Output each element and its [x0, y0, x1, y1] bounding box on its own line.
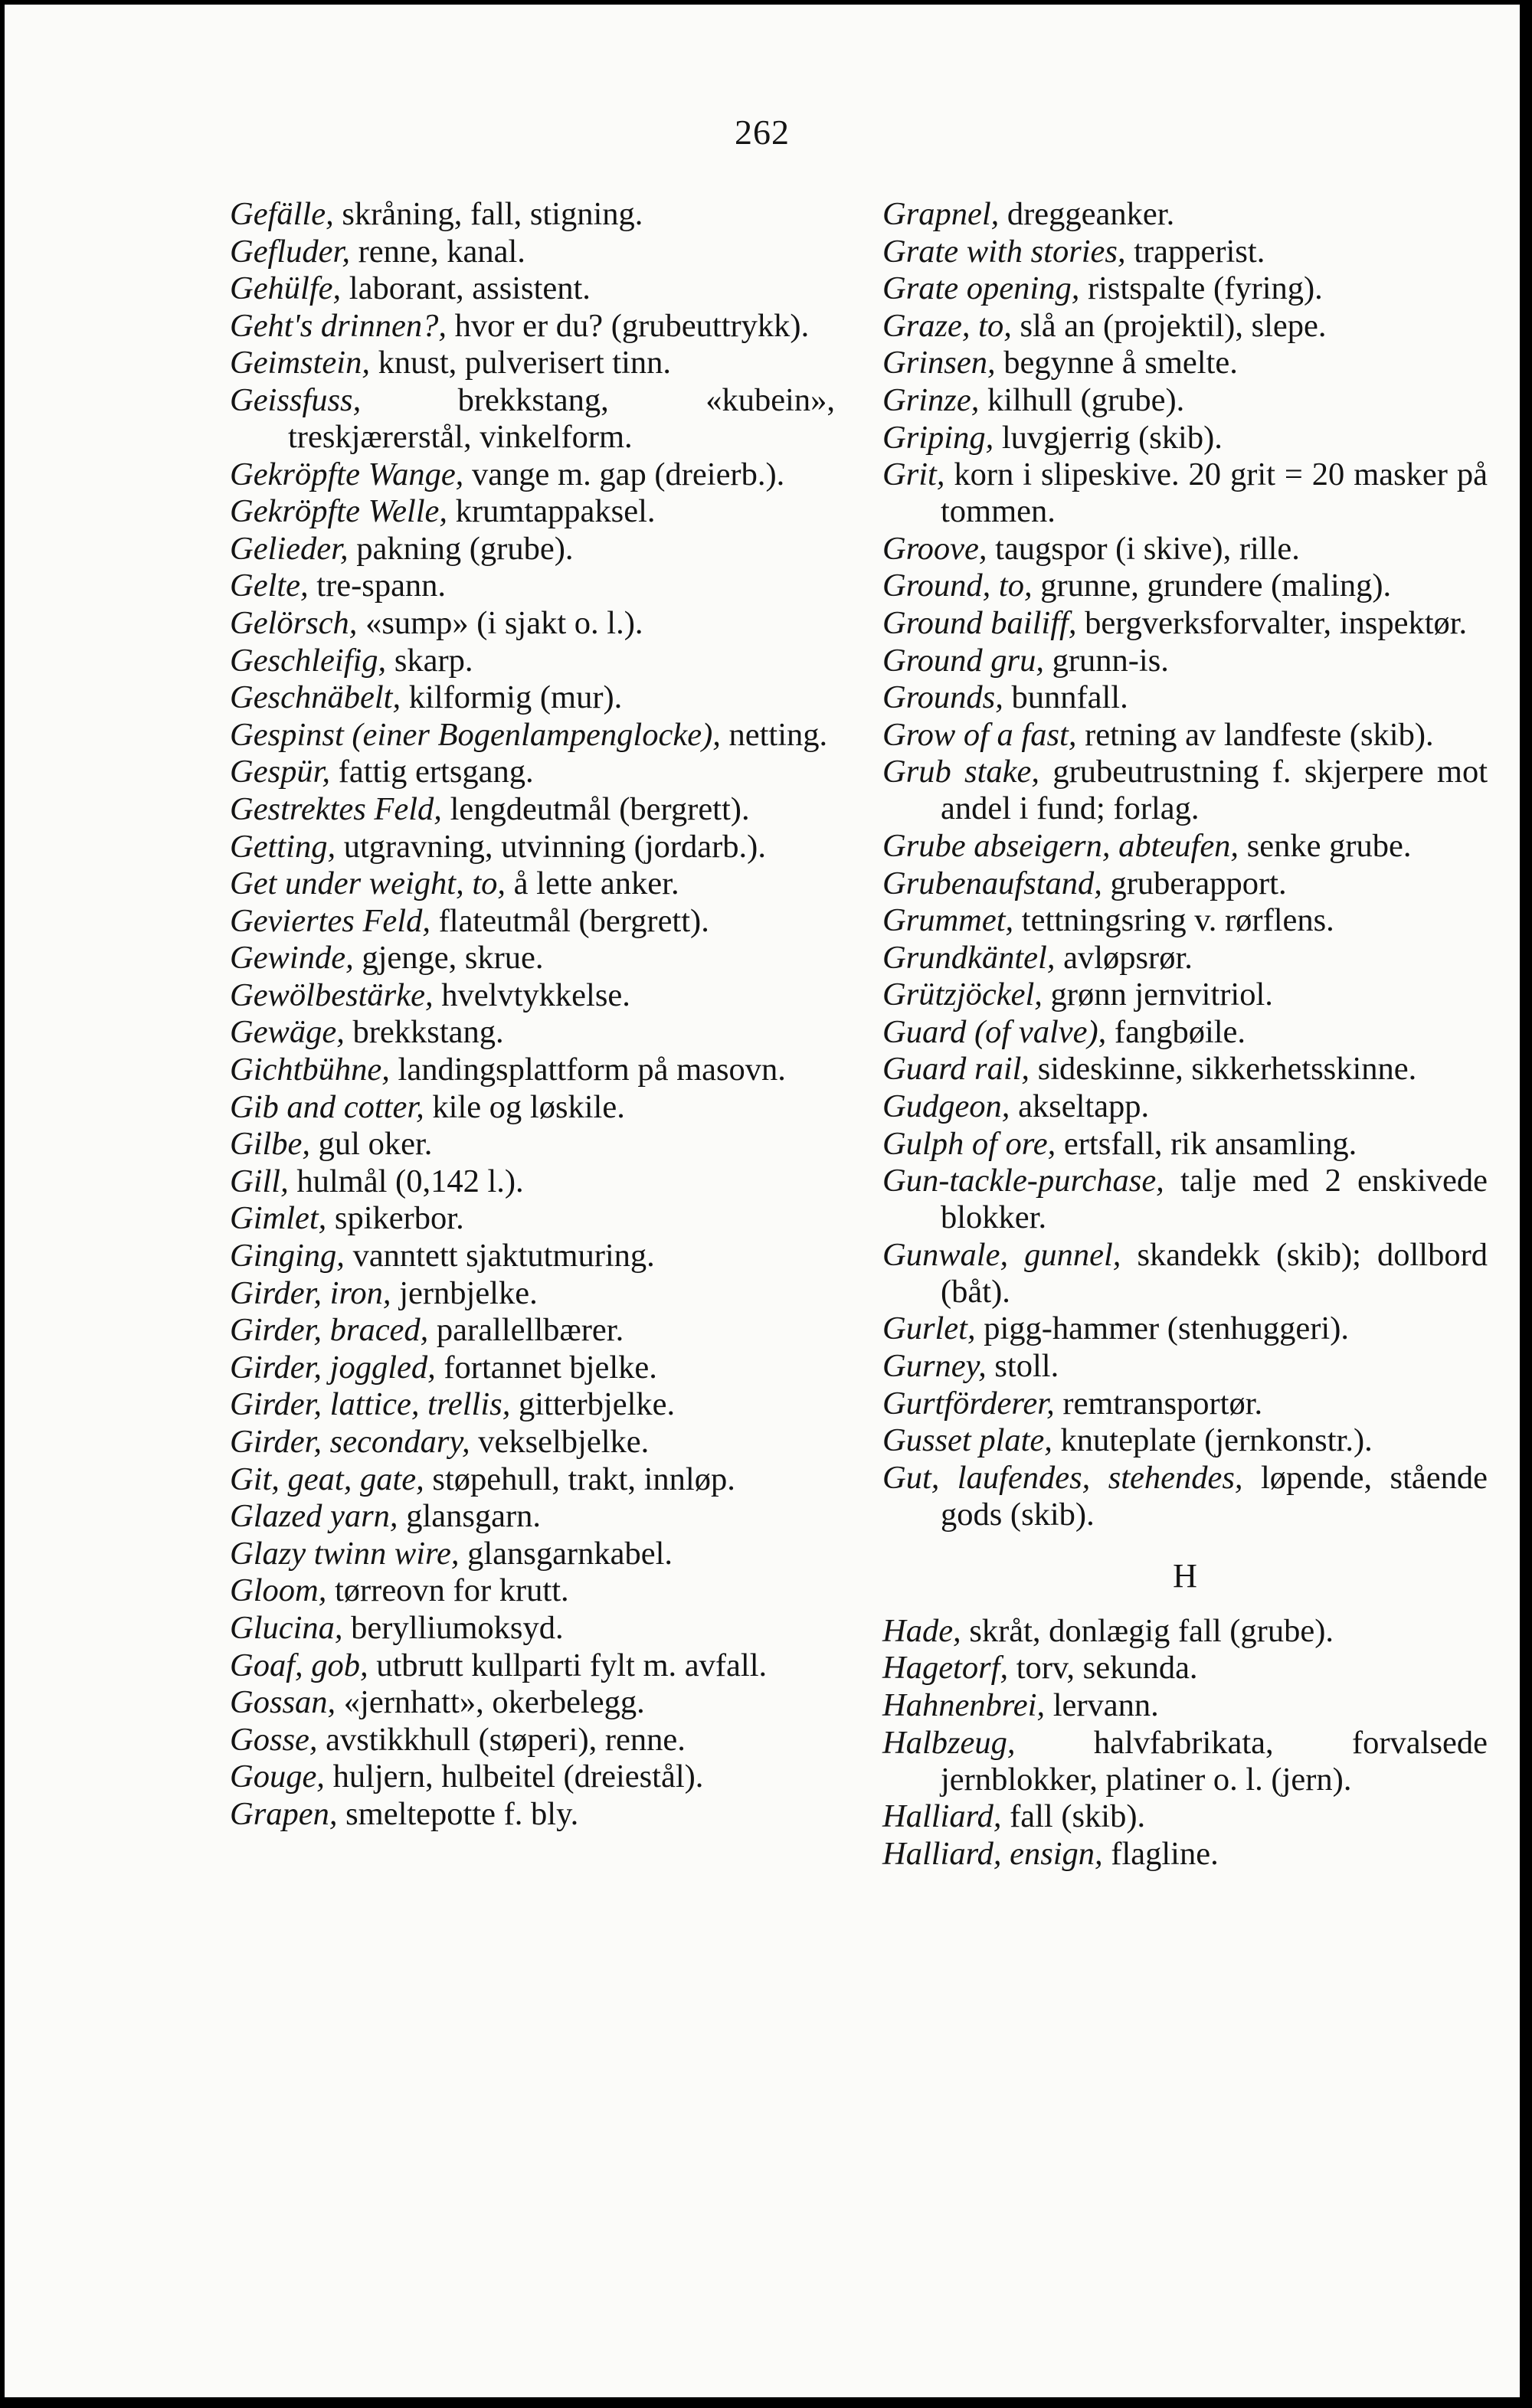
- dictionary-entry: [882, 196, 1488, 233]
- entry-definition: bergverksforvalter, inspektør.: [1085, 604, 1468, 641]
- entry-term: Gelte,: [230, 568, 309, 604]
- entry-definition: avstikkhull (støperi), renne.: [326, 1721, 686, 1758]
- entry-definition: pakning (grube).: [356, 530, 574, 567]
- entry-definition: tørreovn for krutt.: [334, 1572, 569, 1609]
- entry-definition: torv, sekunda.: [1016, 1650, 1198, 1687]
- entry-term: Gefluder,: [230, 233, 350, 270]
- dictionary-entry: [230, 270, 835, 307]
- entry-term: Gun-tackle-purchase,: [882, 1163, 1164, 1199]
- dictionary-entry: [882, 1460, 1488, 1533]
- entry-term: Gossan,: [230, 1684, 336, 1721]
- dictionary-entry: [230, 1312, 835, 1349]
- dictionary-entry: [882, 1237, 1488, 1310]
- entry-term: Glucina,: [230, 1609, 343, 1646]
- dictionary-entry: [230, 1722, 835, 1759]
- entry-definition: hulmål (0,142 l.).: [296, 1163, 524, 1199]
- entry-definition: dreggeanker.: [1007, 196, 1175, 232]
- entry-term: Gehülfe,: [230, 270, 342, 307]
- entry-definition: taugspor (i skive), rille.: [995, 530, 1300, 567]
- dictionary-entry: [230, 308, 835, 345]
- dictionary-entry: [230, 903, 835, 940]
- entry-definition: renne, kanal.: [358, 233, 525, 270]
- entry-term: Glazed yarn,: [230, 1498, 398, 1535]
- entry-term: Gewölbestärke,: [230, 977, 434, 1013]
- page-number: 262: [735, 113, 790, 152]
- dictionary-entry: [882, 1613, 1488, 1650]
- entry-term: Geschnäbelt,: [230, 679, 401, 716]
- entry-definition: utbrutt kullparti fylt m. avfall.: [376, 1647, 768, 1683]
- dictionary-entry: [230, 382, 835, 456]
- dictionary-entry: [882, 234, 1488, 270]
- entry-definition: talje med 2 enskivede blokker.: [941, 1163, 1488, 1236]
- dictionary-entry: [882, 643, 1488, 679]
- dictionary-entry: [230, 1238, 835, 1274]
- entry-term: Gefälle,: [230, 196, 334, 232]
- dictionary-entry: [230, 1014, 835, 1051]
- entry-term: Ground bailiff,: [882, 604, 1077, 641]
- dictionary-entry: [230, 940, 835, 977]
- entry-term: Goaf, gob,: [230, 1647, 368, 1683]
- entry-definition: senke grube.: [1246, 827, 1412, 864]
- dictionary-entry: [230, 456, 835, 493]
- entry-definition: sideskinne, sikkerhetsskinne.: [1037, 1051, 1417, 1088]
- entry-definition: retning av landfeste (skib).: [1085, 716, 1434, 753]
- entry-definition: vange m. gap (dreierb.).: [471, 456, 785, 492]
- entry-definition: lengdeutmål (bergrett).: [450, 790, 750, 827]
- entry-term: Hahnenbrei,: [882, 1687, 1046, 1723]
- entry-definition: utgravning, utvinning (jordarb.).: [343, 828, 766, 865]
- dictionary-entry: [230, 605, 835, 642]
- dictionary-entry: [882, 1348, 1488, 1385]
- dictionary-entry: [882, 717, 1488, 754]
- entry-definition: flagline.: [1111, 1835, 1219, 1872]
- dictionary-entry: [882, 1836, 1488, 1873]
- dictionary-entry: [882, 605, 1488, 642]
- entry-term: Gichtbühne,: [230, 1052, 390, 1088]
- dictionary-entry: [230, 829, 835, 865]
- dictionary-entry: [882, 865, 1488, 902]
- entry-term: Girder, secondary,: [230, 1424, 470, 1460]
- dictionary-entry: [882, 940, 1488, 977]
- entry-definition: akseltapp.: [1018, 1088, 1150, 1125]
- entry-definition: kilhull (grube).: [987, 381, 1185, 418]
- entry-definition: skarp.: [394, 642, 473, 679]
- dictionary-page: [5, 5, 1520, 2397]
- entry-term: Gelörsch,: [230, 604, 358, 641]
- dictionary-entry: [230, 568, 835, 604]
- entry-definition: fattig ertsgang.: [338, 754, 534, 790]
- entry-definition: brekkstang, «kubein», treskjærerstål, vinkelform.: [288, 381, 835, 455]
- entry-term: Ground, to,: [882, 568, 1033, 604]
- dictionary-entry: [230, 234, 835, 270]
- entry-term: Grit,: [882, 456, 945, 493]
- entry-term: Ground gru,: [882, 642, 1044, 679]
- entry-term: Gulph of ore,: [882, 1125, 1056, 1162]
- entry-term: Geviertes Feld,: [230, 902, 430, 939]
- entry-term: Guard (of valve),: [882, 1013, 1107, 1050]
- dictionary-entry: [230, 1089, 835, 1126]
- entry-definition: glansgarnkabel.: [467, 1535, 673, 1572]
- entry-term: Gusset plate,: [882, 1422, 1052, 1459]
- entry-definition: spikerbor.: [334, 1200, 464, 1237]
- entry-term: Hagetorf,: [882, 1650, 1009, 1687]
- entry-definition: avløpsrør.: [1063, 939, 1193, 976]
- entry-term: Groove,: [882, 530, 987, 567]
- dictionary-entry: [882, 1650, 1488, 1687]
- entry-definition: grubeutrustning f. skjerpere mot andel i fund; forlag.: [941, 754, 1488, 827]
- entry-definition: å lette anker.: [513, 865, 679, 902]
- entry-term: Gunwale, gunnel,: [882, 1236, 1121, 1273]
- entry-term: Graze, to,: [882, 307, 1012, 344]
- entry-term: Gespür,: [230, 754, 331, 790]
- left-column: [230, 196, 835, 1834]
- entry-definition: lervann.: [1052, 1687, 1159, 1723]
- entry-term: Girder, joggled,: [230, 1349, 436, 1386]
- entry-term: Grützjöckel,: [882, 977, 1043, 1013]
- entry-definition: slå an (projektil), slepe.: [1020, 307, 1327, 344]
- entry-term: Grow of a fast,: [882, 716, 1077, 753]
- entry-term: Gurlet,: [882, 1310, 976, 1347]
- entry-term: Gewinde,: [230, 940, 354, 977]
- entry-definition: huljern, hulbeitel (dreiestål).: [332, 1759, 704, 1795]
- section-letter-h: H: [1173, 1556, 1197, 1595]
- dictionary-entry: [230, 1684, 835, 1721]
- dictionary-entry: [230, 865, 835, 902]
- dictionary-entry: [882, 1051, 1488, 1088]
- entry-definition: landingsplattform på masovn.: [398, 1052, 786, 1088]
- entry-term: Grinsen,: [882, 345, 996, 381]
- entry-term: Girder, braced,: [230, 1312, 429, 1349]
- entry-definition: grunn-is.: [1052, 642, 1169, 679]
- dictionary-entry: [882, 308, 1488, 345]
- entry-definition: ertsfall, rik ansamling.: [1063, 1125, 1357, 1162]
- entry-definition: krumtappaksel.: [455, 493, 656, 530]
- entry-term: Girder, lattice, trellis,: [230, 1386, 511, 1423]
- entry-definition: kile og løskile.: [432, 1088, 625, 1125]
- dictionary-entry: [882, 345, 1488, 381]
- entry-term: Gosse,: [230, 1721, 318, 1758]
- dictionary-entry: [230, 717, 835, 754]
- entry-definition: hvelvtykkelse.: [441, 977, 630, 1013]
- dictionary-entry: [882, 456, 1488, 530]
- entry-term: Hade,: [882, 1612, 961, 1649]
- entry-definition: pigg-hammer (stenhuggeri).: [984, 1310, 1350, 1347]
- entry-definition: skandekk (skib); dollbord (båt).: [941, 1236, 1488, 1310]
- entry-term: Grate opening,: [882, 270, 1080, 307]
- dictionary-entry: [882, 1310, 1488, 1347]
- entry-term: Get under weight, to,: [230, 865, 506, 902]
- g-entries: [882, 196, 1488, 1533]
- entry-definition: ristspalte (fyring).: [1087, 270, 1323, 307]
- dictionary-entry: [882, 754, 1488, 827]
- entry-term: Git, geat, gate,: [230, 1461, 424, 1497]
- dictionary-entry: [882, 902, 1488, 939]
- dictionary-entry: [882, 679, 1488, 716]
- entry-term: Gekröpfte Welle,: [230, 493, 448, 530]
- entry-definition: brekkstang.: [352, 1014, 504, 1051]
- entry-definition: smeltepotte f. bly.: [345, 1795, 579, 1832]
- entry-definition: gul oker.: [318, 1126, 433, 1163]
- dictionary-entry: [230, 1498, 835, 1535]
- entry-term: Grapen,: [230, 1795, 338, 1832]
- entry-term: Getting,: [230, 828, 336, 865]
- entry-definition: «jernhatt», okerbelegg.: [343, 1684, 645, 1721]
- entry-term: Gouge,: [230, 1759, 325, 1795]
- entry-term: Grounds,: [882, 679, 1003, 716]
- entry-definition: glansgarn.: [406, 1498, 542, 1535]
- entry-definition: vanntett sjaktutmuring.: [352, 1238, 655, 1274]
- dictionary-entry: [230, 345, 835, 381]
- dictionary-entry: [882, 977, 1488, 1013]
- entry-term: Grubenaufstand,: [882, 865, 1102, 901]
- dictionary-entry: [230, 1163, 835, 1200]
- dictionary-entry: [230, 754, 835, 790]
- entry-term: Gespinst (einer Bogenlampenglocke),: [230, 716, 721, 753]
- dictionary-entry: [882, 1126, 1488, 1163]
- dictionary-entry: [230, 1647, 835, 1684]
- entry-term: Grate with stories,: [882, 233, 1126, 270]
- entry-term: Guard rail,: [882, 1051, 1030, 1088]
- entry-term: Grube abseigern, abteufen,: [882, 827, 1239, 864]
- entry-term: Gloom,: [230, 1572, 327, 1609]
- dictionary-entry: [882, 1014, 1488, 1051]
- entry-term: Grapnel,: [882, 196, 1000, 232]
- entry-term: Gelieder,: [230, 530, 349, 567]
- entry-definition: gitterbjelke.: [518, 1386, 676, 1423]
- entry-definition: bunnfall.: [1011, 679, 1128, 716]
- dictionary-entry: [882, 1386, 1488, 1422]
- dictionary-entry: [230, 1052, 835, 1088]
- dictionary-entry: [230, 1796, 835, 1833]
- dictionary-entry: [882, 1687, 1488, 1724]
- entry-term: Glazy twinn wire,: [230, 1535, 460, 1572]
- dictionary-entry: [230, 1424, 835, 1461]
- entry-definition: fall (skib).: [1010, 1798, 1146, 1835]
- entry-term: Gestrektes Feld,: [230, 790, 442, 827]
- entry-definition: berylliumoksyd.: [351, 1609, 564, 1646]
- right-column: [882, 196, 1488, 1873]
- dictionary-entry: [882, 382, 1488, 419]
- entry-term: Gimlet,: [230, 1200, 327, 1237]
- dictionary-entry: [230, 1610, 835, 1647]
- dictionary-entry: [230, 196, 835, 233]
- entry-term: Griping,: [882, 419, 994, 456]
- entry-definition: vekselbjelke.: [478, 1424, 650, 1460]
- entry-definition: korn i slipeskive. 20 grit = 20 masker på tommen.: [941, 456, 1488, 530]
- dictionary-entry: [230, 1461, 835, 1498]
- dictionary-entry: [882, 1725, 1488, 1798]
- entry-definition: netting.: [728, 716, 828, 753]
- dictionary-entry: [882, 1088, 1488, 1125]
- entry-term: Grinze,: [882, 381, 980, 418]
- dictionary-entry: [230, 531, 835, 568]
- entry-definition: flateutmål (bergrett).: [438, 902, 709, 939]
- entry-definition: knuteplate (jernkonstr.).: [1060, 1422, 1373, 1459]
- entry-definition: grunne, grundere (maling).: [1040, 568, 1392, 604]
- entry-term: Gut, laufendes, stehendes,: [882, 1459, 1243, 1496]
- entry-definition: skråning, fall, stigning.: [342, 196, 643, 232]
- entry-term: Grummet,: [882, 902, 1014, 939]
- entry-definition: stoll.: [994, 1348, 1059, 1385]
- h-entries: [882, 1613, 1488, 1873]
- entry-term: Gudgeon,: [882, 1088, 1010, 1125]
- entry-term: Gurtförderer,: [882, 1385, 1055, 1422]
- entry-definition: «sump» (i sjakt o. l.).: [365, 604, 643, 641]
- entry-term: Geissfuss,: [230, 381, 362, 418]
- dictionary-entry: [230, 791, 835, 828]
- entry-definition: parallellbærer.: [436, 1312, 624, 1349]
- entry-term: Geschleifig,: [230, 642, 387, 679]
- entry-term: Halliard, ensign,: [882, 1835, 1103, 1872]
- entry-definition: skråt, donlægig fall (grube).: [969, 1612, 1334, 1649]
- entry-term: Gilbe,: [230, 1126, 311, 1163]
- entry-term: Halbzeug,: [882, 1724, 1016, 1761]
- dictionary-entry: [230, 679, 835, 716]
- dictionary-entry: [230, 1350, 835, 1386]
- dictionary-entry: [230, 1572, 835, 1609]
- entry-definition: fangbøile.: [1114, 1013, 1246, 1050]
- dictionary-entry: [882, 1163, 1488, 1236]
- dictionary-entry: [230, 1386, 835, 1423]
- dictionary-entry: [230, 1536, 835, 1572]
- dictionary-entry: [230, 1126, 835, 1163]
- entry-definition: tettningsring v. rørflens.: [1021, 902, 1334, 939]
- dictionary-entry: [882, 1422, 1488, 1459]
- entry-term: Halliard,: [882, 1798, 1002, 1835]
- entry-term: Grub stake,: [882, 754, 1039, 790]
- dictionary-entry: [882, 270, 1488, 307]
- entry-term: Girder, iron,: [230, 1274, 391, 1311]
- entry-definition: trapperist.: [1134, 233, 1265, 270]
- entry-definition: støpehull, trakt, innløp.: [432, 1461, 735, 1497]
- entry-term: Gekröpfte Wange,: [230, 456, 464, 492]
- entry-term: Ginging,: [230, 1238, 345, 1274]
- entry-definition: laborant, assistent.: [349, 270, 591, 307]
- entry-definition: hvor er du? (grubeuttrykk).: [454, 307, 810, 344]
- dictionary-entry: [882, 568, 1488, 604]
- dictionary-entry: [230, 1200, 835, 1237]
- entry-term: Gib and cotter,: [230, 1088, 424, 1125]
- dictionary-entry: [882, 828, 1488, 865]
- dictionary-entry: [882, 420, 1488, 456]
- entry-term: Gill,: [230, 1163, 289, 1199]
- dictionary-entry: [882, 531, 1488, 568]
- entry-definition: tre-spann.: [316, 568, 447, 604]
- entry-definition: grønn jernvitriol.: [1050, 977, 1273, 1013]
- dictionary-entry: [230, 643, 835, 679]
- entry-term: Gurney,: [882, 1348, 987, 1385]
- entry-definition: luvgjerrig (skib).: [1001, 419, 1223, 456]
- entry-term: Geht's drinnen?,: [230, 307, 447, 344]
- dictionary-entry: [230, 1275, 835, 1312]
- entry-definition: jernbjelke.: [399, 1274, 538, 1311]
- entry-term: Gewäge,: [230, 1014, 345, 1051]
- dictionary-entry: [230, 493, 835, 530]
- entry-term: Grundkäntel,: [882, 939, 1056, 976]
- entry-definition: løpende, stående gods (skib).: [941, 1459, 1488, 1533]
- entry-definition: begynne å smelte.: [1003, 345, 1238, 381]
- entry-definition: remtransportør.: [1062, 1385, 1263, 1422]
- entry-definition: kilformig (mur).: [408, 679, 623, 716]
- entry-definition: gjenge, skrue.: [362, 940, 544, 977]
- entry-definition: knust, pulverisert tinn.: [378, 345, 672, 381]
- dictionary-entry: [230, 977, 835, 1014]
- dictionary-entry: [882, 1798, 1488, 1835]
- entry-definition: fortannet bjelke.: [444, 1349, 657, 1386]
- entry-term: Geimstein,: [230, 345, 370, 381]
- entry-definition: halvfabrikata, forvalsede jernblokker, platiner o. l. (jern).: [941, 1724, 1488, 1798]
- entry-definition: gruberapport.: [1110, 865, 1287, 901]
- dictionary-entry: [230, 1759, 835, 1795]
